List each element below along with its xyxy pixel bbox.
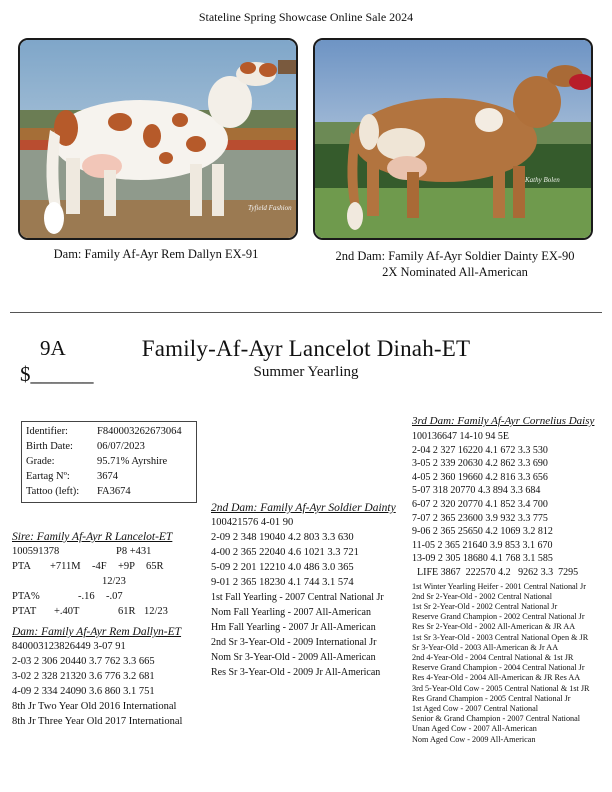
second-dam-award: Nom Sr 3-Year-Old - 2009 All-American xyxy=(211,652,376,663)
dam-line: 8th Jr Two Year Old 2016 International xyxy=(12,701,177,712)
third-dam-award: 1st Winter Yearling Heifer - 2001 Central National Jr xyxy=(412,581,586,591)
second-dam-line: 2-09 2 348 19040 4.2 803 3.3 630 xyxy=(211,532,354,543)
second-dam-photo-credit: Kathy Bolen xyxy=(525,176,560,184)
dam-line: 840003123826449 3-07 91 xyxy=(12,641,126,652)
third-dam-award: 1st Aged Cow - 2007 Central National xyxy=(412,703,538,713)
dam-line: 8th Jr Three Year Old 2017 International xyxy=(12,716,183,727)
third-dam-record: 13-09 2 305 18680 4.1 768 3.1 585 xyxy=(412,553,553,565)
third-dam-award: Reserve Grand Champion - 2004 Central National Jr xyxy=(412,663,585,673)
third-dam-award: 2nd Sr 2-Year-Old - 2002 Central National xyxy=(412,591,552,601)
second-dam-award: 2nd Sr 3-Year-Old - 2009 International Jr xyxy=(211,637,377,648)
dam-line: 2-03 2 306 20440 3.7 762 3.3 665 xyxy=(12,656,155,667)
id-row: Identifier: F840003262673064 xyxy=(26,426,182,437)
id-row: Grade: 95.71% Ayrshire xyxy=(26,456,168,467)
sire-section xyxy=(12,530,210,729)
third-dam-record: 5-07 318 20770 4.3 894 3.3 684 xyxy=(412,485,541,497)
second-dam-line: 5-09 2 201 12210 4.0 486 3.0 365 xyxy=(211,562,354,573)
second-dam-award: Res Sr 3-Year-Old - 2009 Jr All-American xyxy=(211,667,381,678)
third-dam-section xyxy=(412,414,608,745)
dam-cow-image xyxy=(20,40,296,238)
second-dam-nomination: 2X Nominated All-American xyxy=(382,265,528,279)
third-dam-award: Res Sr 2-Year-Old - 2002 All-American & JR AA xyxy=(412,622,576,632)
third-dam-record: 3-05 2 339 20630 4.2 862 3.3 690 xyxy=(412,458,548,470)
second-dam-award: Hm Fall Yearling - 2007 Jr All-American xyxy=(211,622,376,633)
third-dam-record: 11-05 2 365 21640 3.9 853 3.1 670 xyxy=(412,539,553,551)
sire-pta-date: 12/23 xyxy=(102,576,126,587)
dam-photo xyxy=(18,38,298,240)
dam-heading: Dam: Family Af-Ayr Rem Dallyn-ET xyxy=(12,626,182,638)
third-dam-record: 4-05 2 360 19660 4.2 816 3.3 656 xyxy=(412,471,548,483)
lot-number: 9A xyxy=(40,336,66,360)
second-dam-line: 4-00 2 365 22040 4.6 1021 3.3 721 xyxy=(211,547,359,558)
third-dam-award: Sr 3-Year-Old - 2003 All-American & Jr AA xyxy=(412,642,559,652)
third-dam-record: 100136647 14-10 94 5E xyxy=(412,431,509,442)
third-dam-award: 3rd 5-Year-Old Cow - 2005 Central National & 1st JR xyxy=(412,683,590,693)
third-dam-award: 1st Sr 2-Year-Old - 2002 Central National Jr xyxy=(412,601,558,611)
second-dam-photo xyxy=(313,38,593,240)
third-dam-award: Nom Aged Cow - 2009 All-American xyxy=(412,734,536,744)
second-dam-section xyxy=(211,501,411,680)
sire-ptapct-line: PTA% -.16 -.07 xyxy=(12,591,123,602)
third-dam-award: 1st Sr 3-Year-Old - 2003 Central National Open & JR xyxy=(412,632,589,642)
dam-photo-caption: Dam: Family Af-Ayr Rem Dallyn EX-91 xyxy=(53,247,259,261)
third-dam-award: Senior & Grand Champion - 2007 Central National xyxy=(412,714,581,724)
third-dam-record: 9-06 2 365 25650 4.2 1069 3.2 812 xyxy=(412,526,553,538)
third-dam-record: 7-07 2 365 23600 3.9 932 3.3 775 xyxy=(412,512,548,524)
second-dam-heading: 2nd Dam: Family Af-Ayr Soldier Dainty xyxy=(211,502,396,514)
second-dam-line: 9-01 2 365 18230 4.1 744 3.1 574 xyxy=(211,577,354,588)
sale-title: Stateline Spring Showcase Online Sale 2024 xyxy=(198,10,414,24)
dam-photo-credit: Tyfield Fashion xyxy=(248,204,292,212)
id-row: Eartag Nº: 3674 xyxy=(26,471,118,482)
animal-class: Summer Yearling xyxy=(253,364,359,380)
third-dam-record: 6-07 2 320 20770 4.1 852 3.4 700 xyxy=(412,498,548,510)
sire-ptat-line: PTAT +.40T 61R 12/23 xyxy=(12,606,168,617)
third-dam-record: 2-04 2 327 16220 4.1 672 3.3 530 xyxy=(412,444,548,456)
third-dam-award: Res Grand Champion - 2005 Central National Jr xyxy=(412,693,571,703)
third-dam-lifetime: LIFE 3867 222570 4.2 9262 3.3 7295 xyxy=(412,566,579,578)
second-dam-award: 1st Fall Yearling - 2007 Central National Jr xyxy=(211,592,384,603)
divider xyxy=(10,312,602,313)
identification-box xyxy=(21,421,197,503)
second-dam-photo-caption: 2nd Dam: Family Af-Ayr Soldier Dainty EX-90 xyxy=(335,249,575,263)
id-row: Tattoo (left): FA3674 xyxy=(26,486,131,497)
third-dam-award: Res 4-Year-Old - 2004 All-American & JR Res AA xyxy=(412,673,581,683)
dam-line: 3-02 2 328 21320 3.6 776 3.2 681 xyxy=(12,671,155,682)
sire-heading: Sire: Family Af-Ayr R Lancelot-ET xyxy=(12,531,173,543)
second-dam-award: Nom Fall Yearling - 2007 All-American xyxy=(211,607,371,618)
dam-line: 4-09 2 334 24090 3.6 860 3.1 751 xyxy=(12,686,155,697)
sire-reg-line: 100591378 P8 +431 xyxy=(12,546,152,557)
id-row: Birth Date: 06/07/2023 xyxy=(26,441,145,452)
price-blank: $______ xyxy=(20,362,94,386)
third-dam-award: Reserve Grand Champion - 2002 Central National Jr xyxy=(412,612,585,622)
third-dam-award: 2nd 4-Year-Old - 2004 Central National & 1st JR xyxy=(412,652,574,662)
second-dam-line: 100421576 4-01 90 xyxy=(211,517,294,528)
sire-pta-line: PTA +711M -4F +9P 65R xyxy=(12,561,164,572)
animal-name: Family-Af-Ayr Lancelot Dinah-ET xyxy=(141,336,471,361)
third-dam-award: Unan Aged Cow - 2007 All-American xyxy=(412,724,537,734)
second-dam-cow-image xyxy=(315,40,591,238)
third-dam-heading: 3rd Dam: Family Af-Ayr Cornelius Daisy xyxy=(412,415,595,427)
